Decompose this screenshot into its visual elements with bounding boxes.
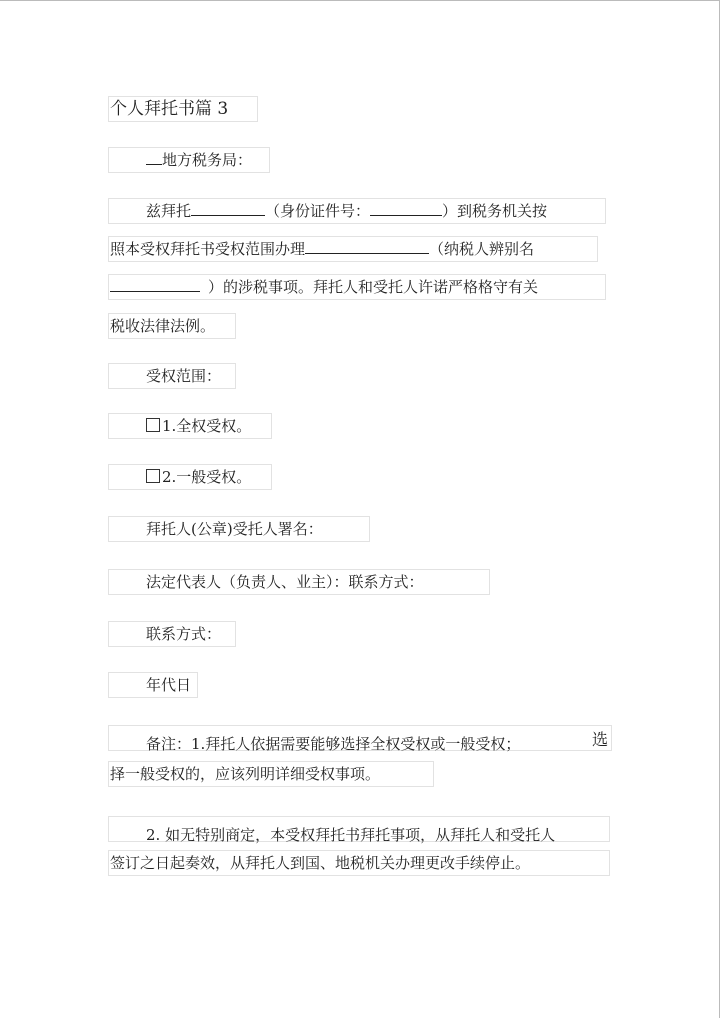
signature-line: 拜托人(公章)受托人署名： [146,520,323,538]
legal-representative-line: 法定代表人（负责人、业主）：联系方式： [146,573,424,591]
contact-line: 联系方式： [146,625,222,643]
option-full-authorization [146,416,251,436]
body-line-1 [146,201,547,221]
checkbox-icon[interactable] [146,418,160,432]
option-general-authorization [146,467,251,487]
body-text: 照本受权拜托书受权范围办理 [110,240,306,258]
note-1-line-1: 备注：1.拜托人依据需要能够选择全权受权或一般受权； [146,735,521,753]
id-number-blank [370,201,442,216]
body-text: ）到税务机关按 [442,202,548,220]
note-2-line-2: 签订之日起奏效，从拜托人到国、地税机关办理更改手续停止。 [110,854,531,872]
option-label: 1.全权受权。 [162,417,252,435]
option-label: 2.一般受权。 [162,468,252,486]
note-2-line-1: 2. 如无特别商定，本受权拜托书拜托事项，从拜托人和受托人 [146,826,556,844]
body-text: （纳税人辨别名 [429,240,535,258]
taxpayer-id-blank [110,277,200,292]
scope-label: 受权范围： [146,367,222,385]
addressee-blank [146,150,162,165]
body-line-2 [110,239,534,259]
date-line: 年代日 [146,676,192,694]
document-title: 个人拜托书篇 3 [110,99,229,119]
note-1-line-2: 择一般受权的，应该列明详细受权事项。 [110,765,381,783]
body-text: （身份证件号： [265,202,371,220]
body-text: 兹拜托 [146,202,192,220]
note-1-margin-char: 选 [592,730,609,749]
trustee-name-blank [191,201,265,216]
taxpayer-name-blank [305,239,429,254]
body-line-4: 税收法律法例。 [110,317,216,335]
body-line-3 [110,277,538,297]
addressee-line [146,150,252,170]
checkbox-icon[interactable] [146,469,160,483]
addressee: 地方税务局： [162,151,253,169]
body-text: ）的涉税事项。拜托人和受托人许诺严格格守有关 [208,278,539,296]
